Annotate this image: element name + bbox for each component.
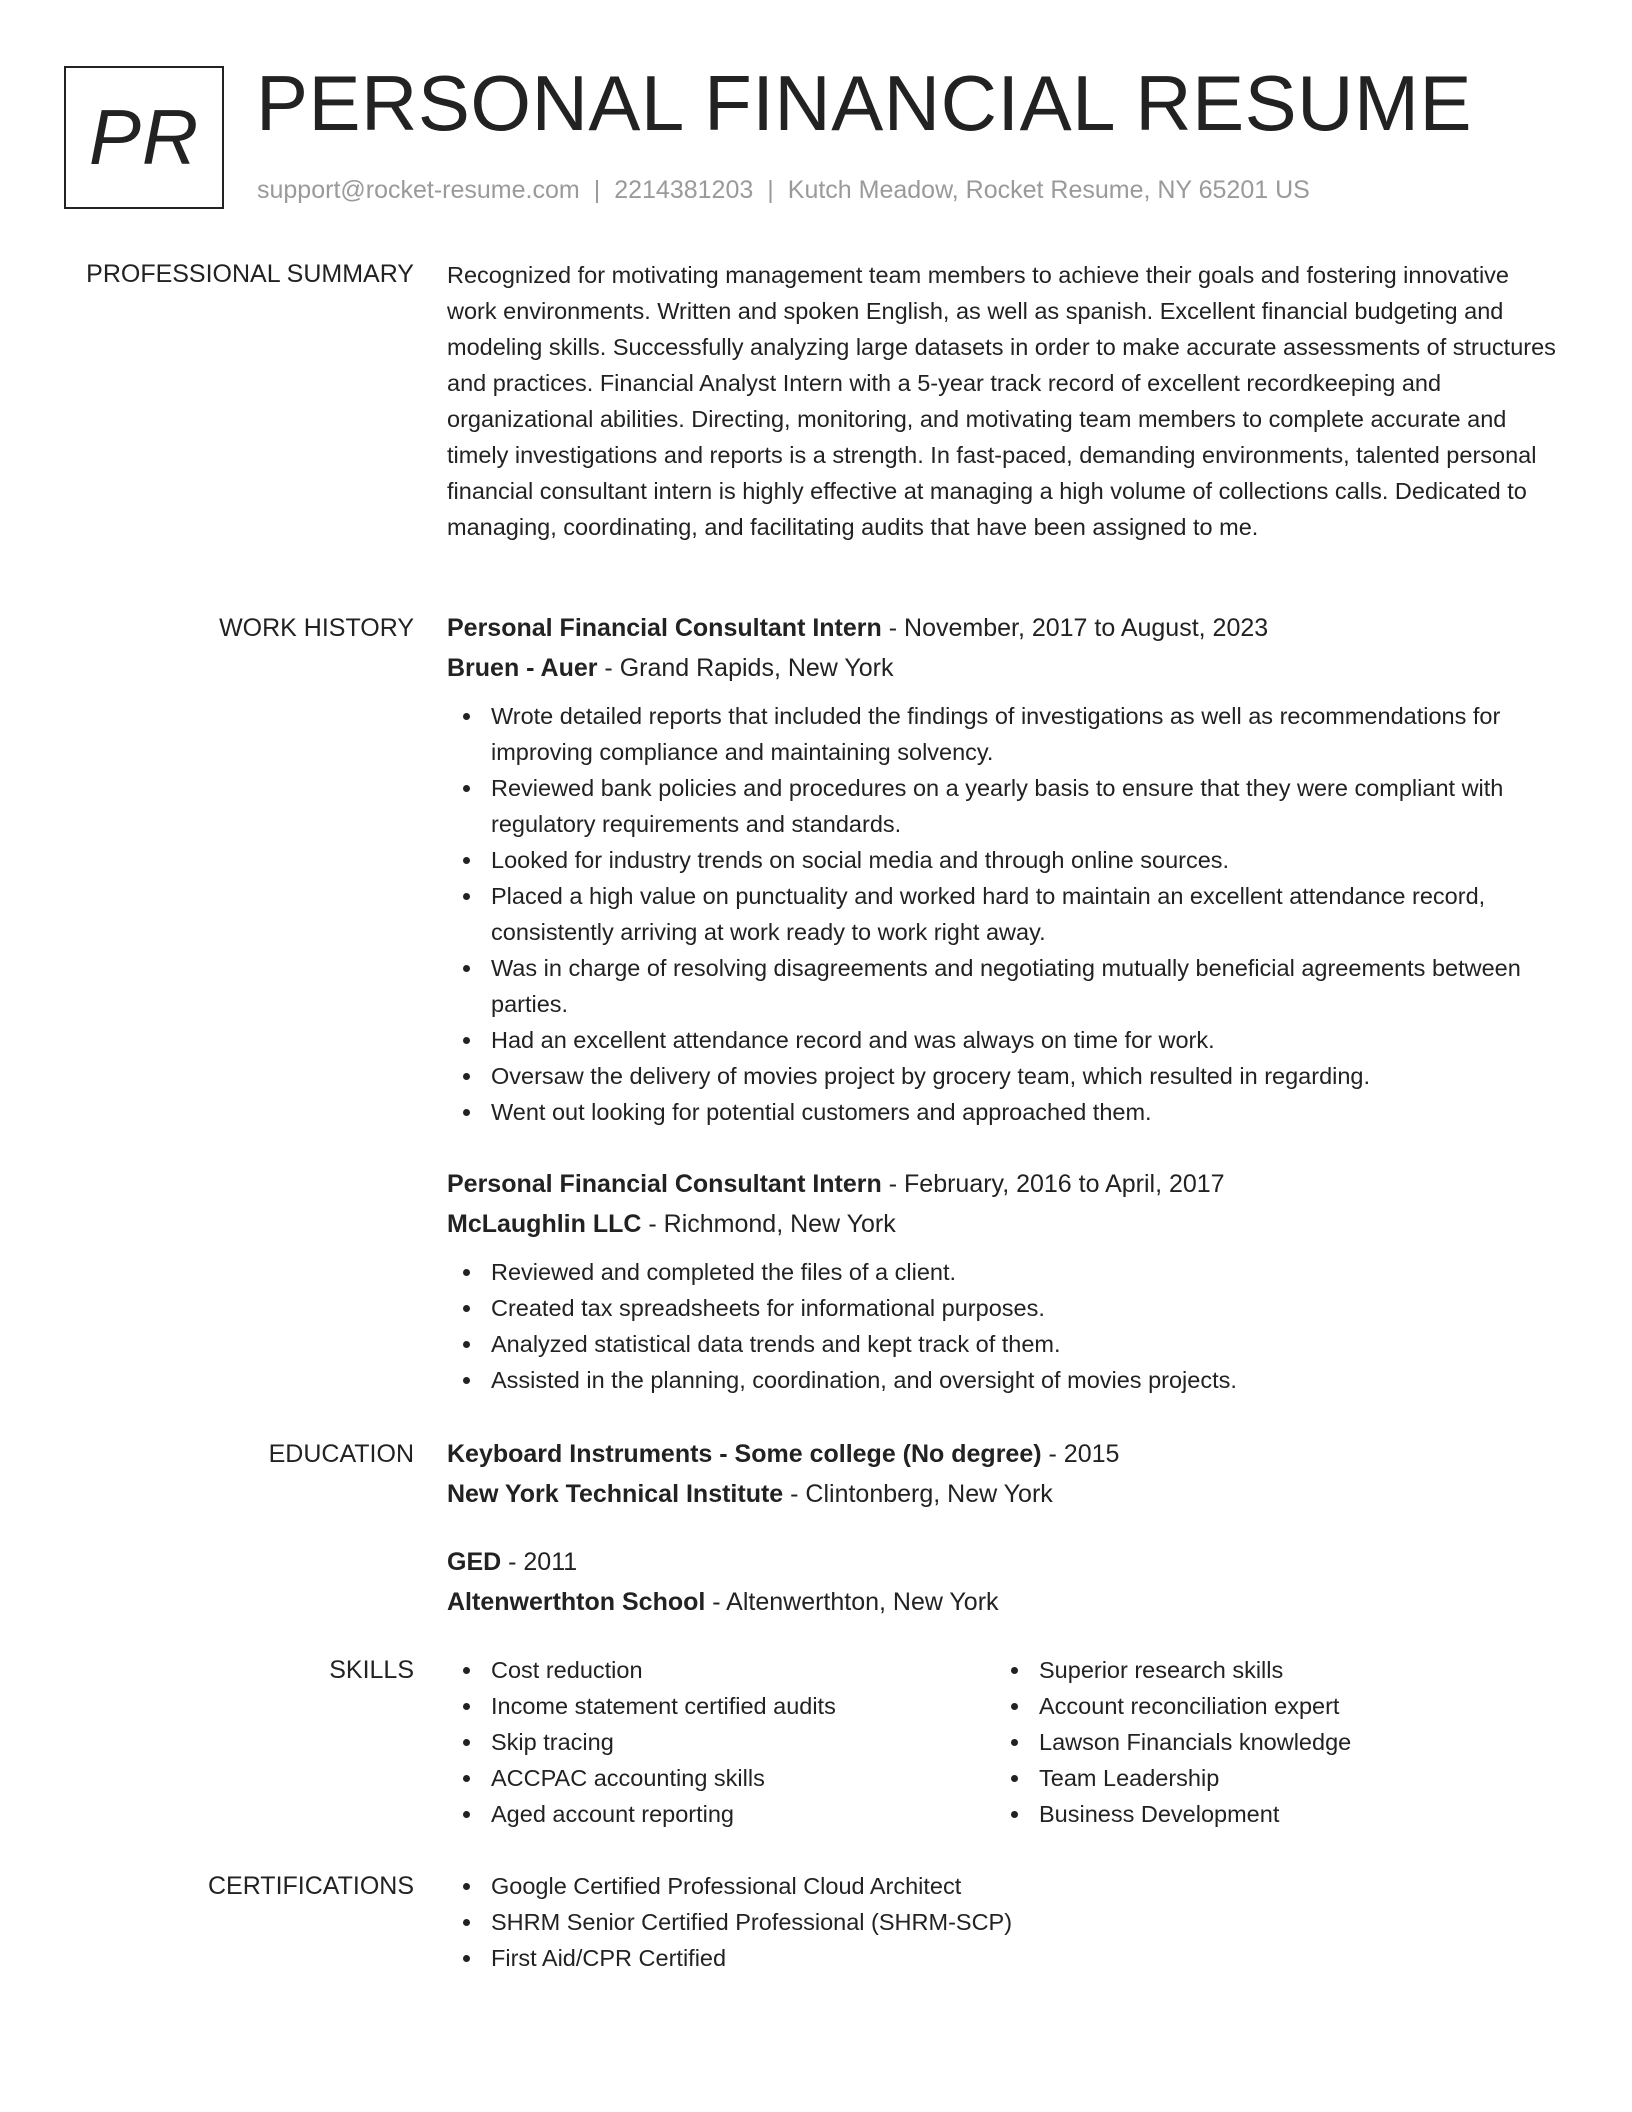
skill-item: Skip tracing (447, 1724, 995, 1760)
education-school: New York Technical Institute (447, 1480, 784, 1508)
certification-item: First Aid/CPR Certified (447, 1940, 1557, 1976)
education-degree: Keyboard Instruments - Some college (No degree) (447, 1440, 1042, 1468)
monogram-badge (64, 66, 224, 209)
job-bullets (447, 1254, 1557, 1398)
job-role: Personal Financial Consultant Intern (447, 614, 882, 642)
job-title-line (447, 1164, 1557, 1204)
skills-columns (447, 1652, 1557, 1832)
contact-separator: | (767, 176, 774, 204)
certifications-list (447, 1868, 1557, 1976)
education-school-line (447, 1582, 1557, 1622)
education-entry (447, 1434, 1557, 1514)
job-dates: - February, 2016 to April, 2017 (881, 1170, 1225, 1198)
job-bullet: Wrote detailed reports that included the findings of investigations as well as recommendations for improving compliance and maintaining solvency. (447, 698, 1557, 770)
section-title-certifications: CERTIFICATIONS (207, 1872, 414, 1900)
section-title-summary: PROFESSIONAL SUMMARY (86, 260, 414, 288)
certification-item: SHRM Senior Certified Professional (SHRM-SCP) (447, 1904, 1557, 1940)
education-year: - 2011 (501, 1548, 578, 1576)
job-bullet: Created tax spreadsheets for informational purposes. (447, 1290, 1557, 1326)
section-title-work-history: WORK HISTORY (219, 614, 414, 642)
job-bullet: Went out looking for potential customers and approached them. (447, 1094, 1557, 1130)
certification-item: Google Certified Professional Cloud Architect (447, 1868, 1557, 1904)
contact-email: support@rocket-resume.com (257, 176, 580, 204)
skill-item: Income statement certified audits (447, 1688, 995, 1724)
education-location: - Clintonberg, New York (783, 1480, 1053, 1508)
skill-item: Lawson Financials knowledge (995, 1724, 1495, 1760)
section-title-skills: SKILLS (329, 1656, 414, 1684)
contact-separator: | (593, 176, 601, 204)
job-entry (447, 608, 1557, 1130)
education-location: - Altenwerthton, New York (705, 1588, 999, 1616)
job-bullet: Looked for industry trends on social media and through online sources. (447, 842, 1557, 878)
job-company: Bruen - Auer (447, 654, 598, 682)
skills-list-right (995, 1652, 1495, 1832)
job-bullet: Oversaw the delivery of movies project by grocery team, which resulted in regarding. (447, 1058, 1557, 1094)
education-school-line (447, 1474, 1557, 1514)
job-company-line (447, 648, 1557, 688)
job-bullet: Analyzed statistical data trends and kept track of them. (447, 1326, 1557, 1362)
skill-item: Account reconciliation expert (995, 1688, 1495, 1724)
job-company-line (447, 1204, 1557, 1244)
job-company: McLaughlin LLC (447, 1210, 642, 1238)
skill-item: Business Development (995, 1796, 1495, 1832)
job-location: - Grand Rapids, New York (597, 654, 894, 682)
skill-item: Cost reduction (447, 1652, 995, 1688)
education-degree-line (447, 1542, 1557, 1582)
education-entry (447, 1542, 1557, 1622)
skills-list-left (447, 1652, 995, 1832)
job-bullet: Placed a high value on punctuality and worked hard to maintain an excellent attendance record, consistently arriving at work ready to work right away. (447, 878, 1557, 950)
job-bullet: Had an excellent attendance record and was always on time for work. (447, 1022, 1557, 1058)
education-school: Altenwerthton School (447, 1588, 706, 1616)
skill-item: ACCPAC accounting skills (447, 1760, 995, 1796)
contact-line (257, 176, 1310, 205)
job-bullets (447, 698, 1557, 1130)
education-degree: GED (447, 1548, 502, 1576)
education-year: - 2015 (1041, 1440, 1120, 1468)
job-entry (447, 1164, 1557, 1398)
summary-text: Recognized for motivating management team members to achieve their goals and fostering innovative work environments. Written and spoken English, as well as spanish. Excellent financial budgeting and modeling skills. Successfully analyzing large datasets in order to make accurate assessments of structures and practices. Financial Analyst Intern with a 5-year track record of excellent recordkeeping and organizational abilities. Directing, monitoring, and motivating team members to complete accurate and timely investigations and reports is a strength. In fast-paced, demanding environments, talented personal financial consultant intern is highly effective at managing a high volume of collections calls. Dedicated to managing, coordinating, and facilitating audits that have been assigned to me. (447, 262, 1556, 540)
job-bullet: Was in charge of resolving disagreements and negotiating mutually beneficial agreements between parties. (447, 950, 1557, 1022)
skill-item: Superior research skills (995, 1652, 1495, 1688)
section-title-education: EDUCATION (268, 1440, 414, 1468)
monogram-initials: PR (88, 93, 200, 181)
skill-item: Team Leadership (995, 1760, 1495, 1796)
resume-title: PERSONAL FINANCIAL RESUME (256, 59, 1472, 147)
job-title-line (447, 608, 1557, 648)
contact-phone: 2214381203 (614, 176, 754, 204)
contact-address: Kutch Meadow, Rocket Resume, NY 65201 US (787, 176, 1310, 204)
education-degree-line (447, 1434, 1557, 1474)
job-dates: - November, 2017 to August, 2023 (881, 614, 1269, 642)
skill-item: Aged account reporting (447, 1796, 995, 1832)
job-bullet: Reviewed bank policies and procedures on a yearly basis to ensure that they were compliant with regulatory requirements and standards. (447, 770, 1557, 842)
job-bullet: Reviewed and completed the files of a client. (447, 1254, 1557, 1290)
job-location: - Richmond, New York (641, 1210, 896, 1238)
job-role: Personal Financial Consultant Intern (447, 1170, 882, 1198)
job-bullet: Assisted in the planning, coordination, and oversight of movies projects. (447, 1362, 1557, 1398)
